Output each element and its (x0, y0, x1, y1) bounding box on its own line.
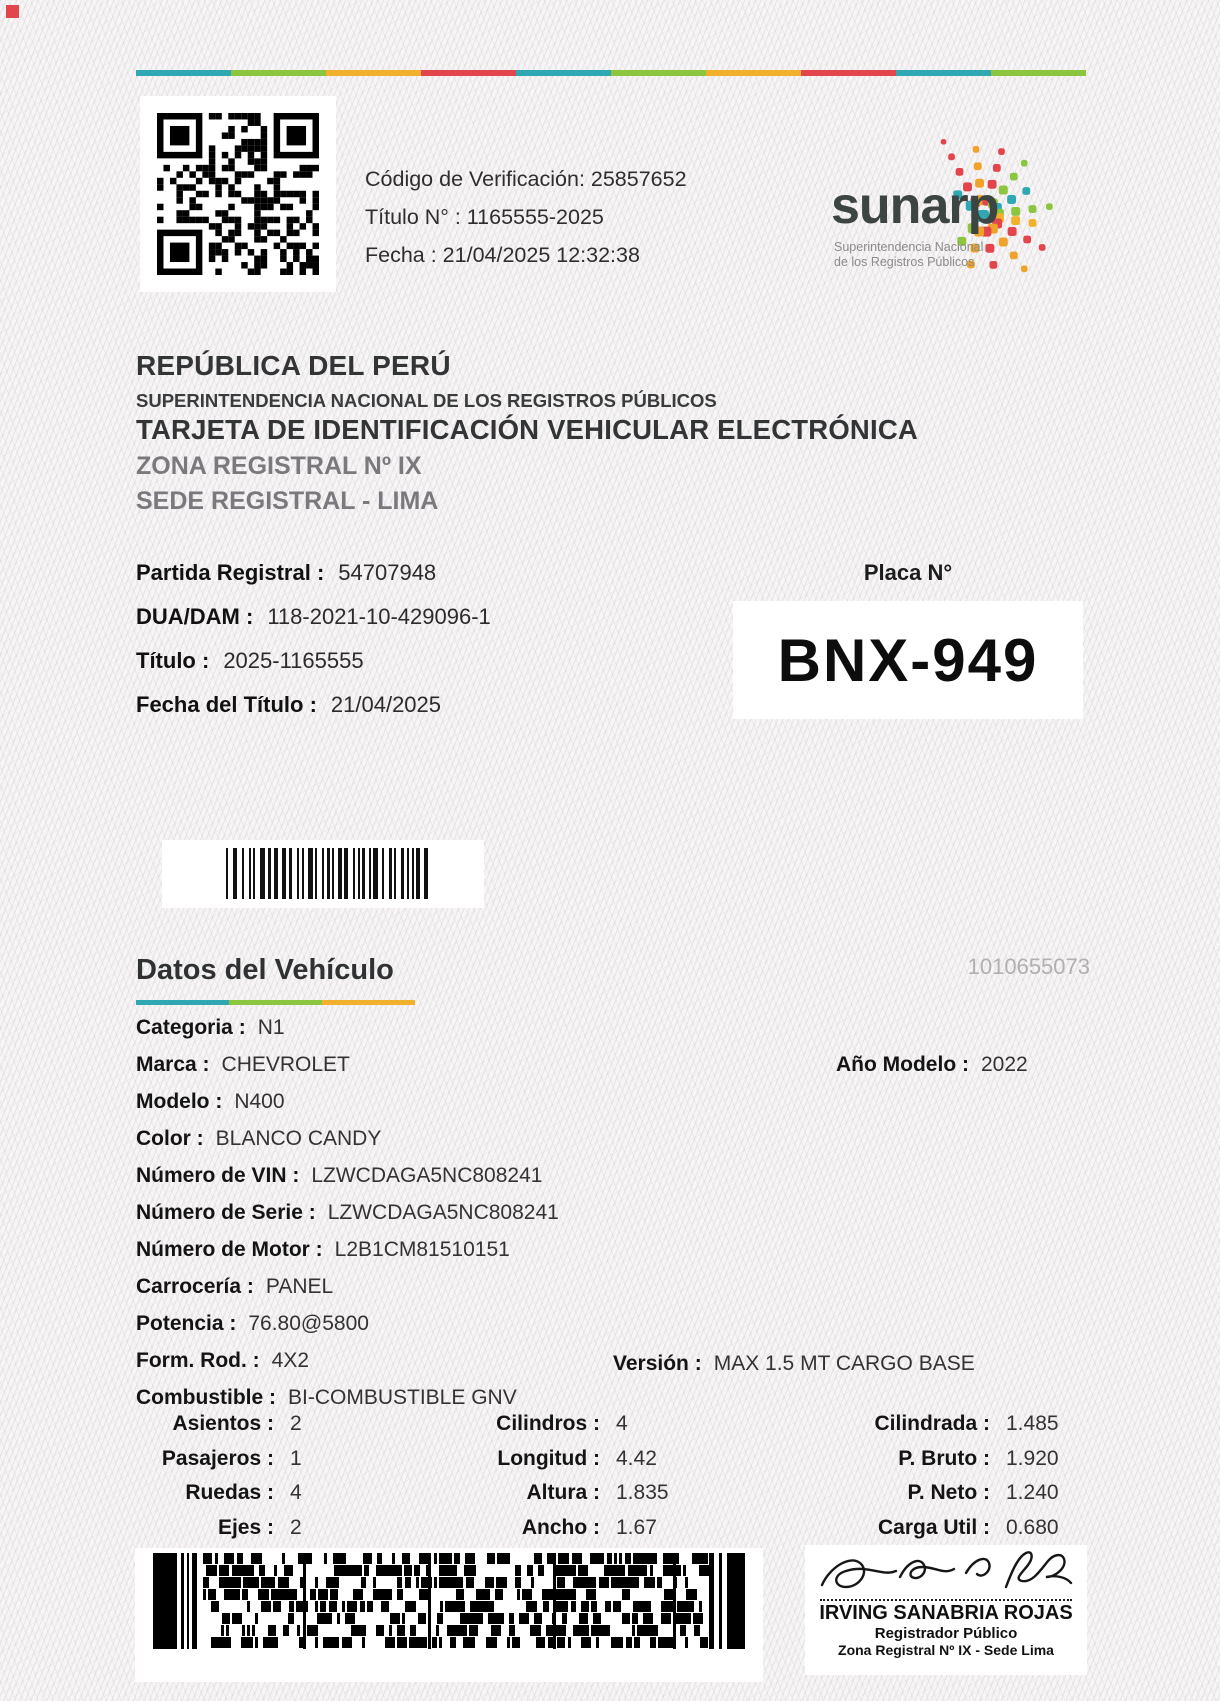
heading-zone: ZONA REGISTRAL Nº IX (136, 452, 422, 480)
field-ejes: Ejes : 2 (217, 1515, 302, 1539)
registration-fields (136, 560, 491, 736)
field-fecha-titulo: Fecha del Título : 21/04/2025 (136, 692, 442, 717)
issue-datetime: Fecha : 21/04/2025 12:32:38 (365, 243, 640, 267)
plate-label: Placa N° (863, 560, 953, 585)
field-altura: Altura : 1.835 (526, 1481, 669, 1504)
field-categoria: Categoria : N1 (136, 1016, 285, 1039)
section-underline (136, 1000, 415, 1005)
field-asientos: Asientos : 2 (172, 1412, 302, 1435)
field-modelo: Modelo : N400 (136, 1090, 285, 1113)
field-carga-util: Carga Util : 0.680 (877, 1515, 1059, 1539)
sunarp-tagline: Superintendencia Nacional de los Registros Públicos (834, 240, 984, 269)
field-combustible: Combustible : BI-COMBUSTIBLE GNV (136, 1386, 517, 1409)
field-anio-modelo: Año Modelo : 2022 (836, 1053, 1028, 1076)
specs-column-3 (760, 1412, 1059, 1550)
field-vin: Número de VIN : LZWCDAGA5NC808241 (136, 1164, 543, 1187)
field-ruedas: Ruedas : 4 (185, 1481, 302, 1504)
field-potencia: Potencia : 76.80@5800 (136, 1312, 369, 1335)
vehicle-fields (136, 1016, 559, 1423)
field-marca: Marca : CHEVROLET (136, 1053, 350, 1076)
section-title-vehicle-data: Datos del Vehículo (136, 954, 394, 986)
barcode-1d (162, 840, 484, 908)
plate-number: BNX-949 (777, 626, 1039, 694)
qr-code-icon (157, 113, 319, 275)
signature-icon (816, 1547, 1076, 1599)
field-p-neto: P. Neto : 1.240 (907, 1481, 1059, 1504)
qr-caption (365, 160, 687, 274)
heading-office: SEDE REGISTRAL - LIMA (136, 487, 439, 515)
field-cilindrada: Cilindrada : 1.485 (874, 1412, 1059, 1435)
decorative-stripe (136, 70, 1086, 76)
registrar-office: Zona Registral Nº IX - Sede Lima (838, 1642, 1054, 1658)
title-number: Título N° : 1165555-2025 (365, 205, 604, 229)
field-version: Versión : MAX 1.5 MT CARGO BASE (613, 1352, 975, 1375)
verification-code: Código de Verificación: 25857652 (365, 167, 687, 191)
field-pasajeros: Pasajeros : 1 (161, 1446, 302, 1470)
plate-box (733, 601, 1083, 719)
field-carroceria: Carrocería : PANEL (136, 1275, 334, 1298)
field-ancho: Ancho : 1.67 (521, 1515, 657, 1539)
barcode-pdf417 (135, 1548, 763, 1682)
field-partida-registral: Partida Registral : 54707948 (136, 560, 437, 585)
heading-country: REPÚBLICA DEL PERÚ (136, 350, 451, 381)
field-titulo: Título : 2025-1165555 (136, 648, 364, 673)
specs-column-1 (134, 1412, 302, 1550)
corner-mark (6, 5, 19, 18)
qr-code (140, 96, 336, 292)
specs-column-2 (430, 1412, 669, 1550)
field-cilindros: Cilindros : 4 (496, 1412, 628, 1435)
field-color: Color : BLANCO CANDY (136, 1127, 382, 1150)
heading-entity: SUPERINTENDENCIA NACIONAL DE LOS REGISTROS PÚBLICOS (136, 390, 717, 411)
barcode-pdf417-icon (153, 1553, 747, 1649)
field-serie: Número de Serie : LZWCDAGA5NC808241 (136, 1201, 559, 1224)
registrar-name: IRVING SANABRIA ROJAS (819, 1602, 1073, 1624)
field-longitud: Longitud : 4.42 (497, 1446, 657, 1470)
field-dua-dam: DUA/DAM : 118-2021-10-429096-1 (136, 604, 491, 629)
card-serial-number: 1010655073 (967, 954, 1090, 979)
heading-document-title: TARJETA DE IDENTIFICACIÓN VEHICULAR ELECTRÓNICA (136, 414, 918, 445)
signature-block (805, 1545, 1087, 1675)
signature-dotted-line (820, 1599, 1072, 1601)
field-motor: Número de Motor : L2B1CM81510151 (136, 1238, 510, 1261)
barcode-1d-icon (226, 848, 430, 899)
sunarp-logo: sunarp (831, 177, 999, 235)
registrar-role: Registrador Público (874, 1625, 1018, 1642)
field-form-rod: Form. Rod. : 4X2 (136, 1349, 310, 1372)
field-p-bruto: P. Bruto : 1.920 (898, 1446, 1059, 1470)
